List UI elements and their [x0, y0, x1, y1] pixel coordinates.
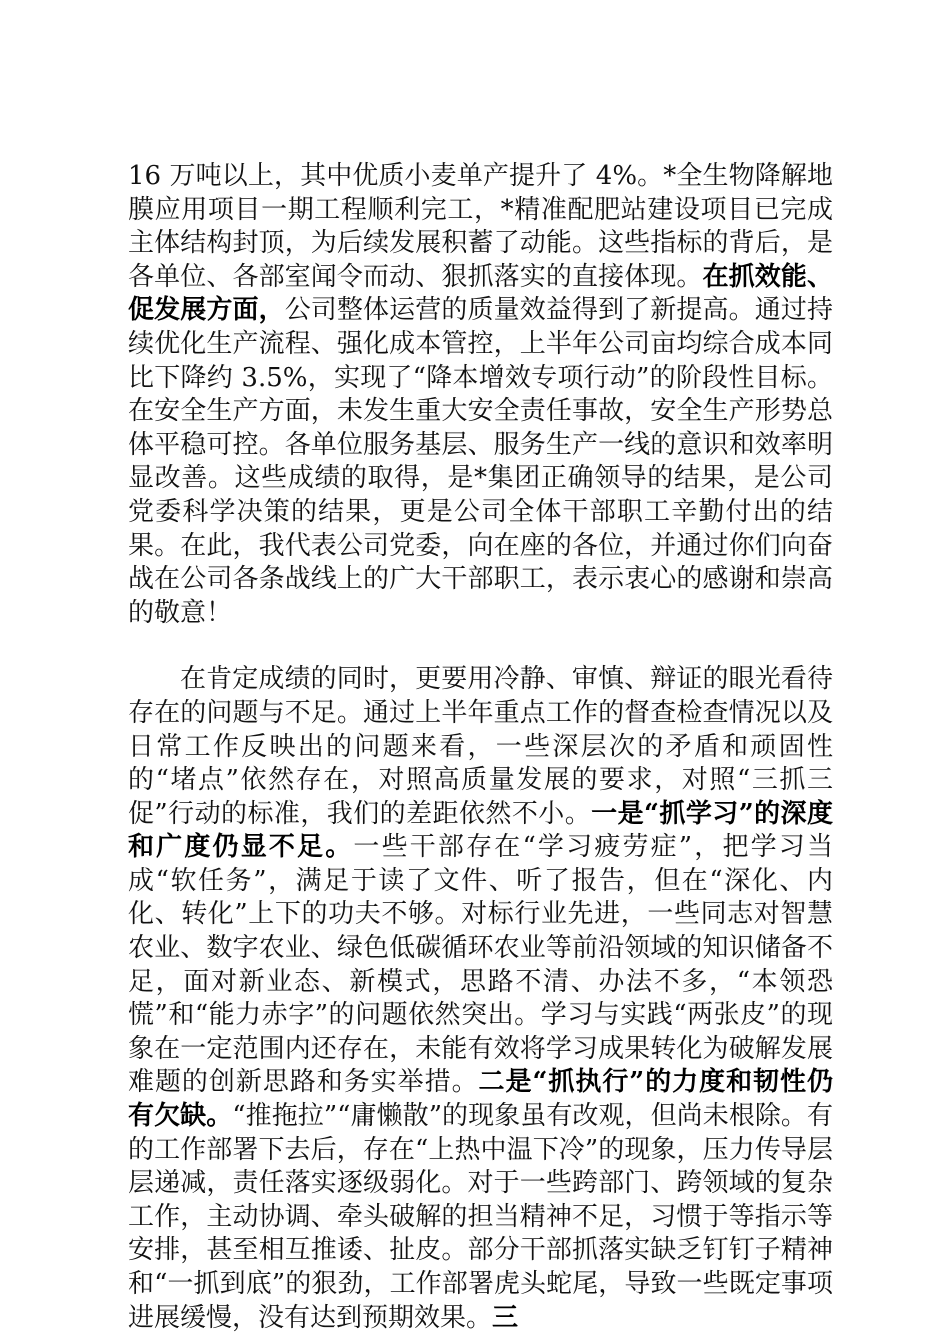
achievements-text: 16 万吨以上，其中优质小麦单产提升了 4%。*全生物降解地膜应用项目一期工程顺利完工，*精准配肥站建设项目已完成主体结构封顶，为后续发展积蓄了动能。这些指标的背后，是各单位、各部室闻令而动、狠抓落实的直接体现。 [128, 161, 833, 292]
problem-3-heading-start: 三 [492, 1302, 519, 1333]
problems-intro: 在肯定成绩的同时，更要用冷静、审慎、辩证的眼光看待存在的问题与不足。通过上半年重点工作的督查检查情况以及日常工作反映出的问题来看，一些深层次的矛盾和顽固性的“堵点”依然存在，对照高质量发展的要求，对照“三抓三促”行动的标准，我们的差距依然不小。 [128, 664, 833, 829]
problem-2-text: “推拖拉”“庸懒散”的现象虽有改观，但尚未根除。有的工作部署下去后，存在“上热中温下冷”的现象，压力传导层层递减，责任落实逐级弱化。对于一些跨部门、跨领域的复杂工作，主动协调、牵头破解的担当精神不足，习惯于等指示等安排，甚至相互推诿、扯皮。部分干部抓落实缺乏钉钉子精神和“一抓到底”的狠劲，工作部署虎头蛇尾，导致一些既定事项进展缓慢，没有达到预期效果。 [128, 1101, 833, 1333]
problem-1-heading: 一是“抓学习”的深度和广度仍显不足。 [128, 798, 833, 863]
efficiency-text: 公司整体运营的质量效益得到了新提高。通过持续优化生产流程、强化成本管控，上半年公司亩均综合成本同比下降约 3.5%，实现了“降本增效专项行动”的阶段性目标。在安全生产方面，未发生重大安全责任事故，安全生产形势总体平稳可控。各单位服务基层、服务生产一线的意识和效率明显改善。这些成绩的取得，是*集团正确领导的结果，是公司党委科学决策的结果，更是公司全体干部职工辛勤付出的结果。在此，我代表公司党委，向在座的各位，并通过你们向奋战在公司各条战线上的广大干部职工，表示衷心的感谢和崇高的敬意！ [128, 295, 833, 628]
paragraph-problems [128, 663, 833, 1335]
problem-2-heading: 二是“抓执行”的力度和韧性仍有欠缺。 [128, 1067, 833, 1132]
paragraph-achievements [128, 160, 833, 630]
document-body [128, 160, 833, 1335]
efficiency-heading: 在抓效能、促发展方面， [128, 261, 833, 326]
problem-1-text: 一些干部存在“学习疲劳症”，把学习当成“软任务”，满足于读了文件、听了报告，但在“深化、内化、转化”上下的功夫不够。对标行业先进，一些同志对智慧农业、数字农业、绿色低碳循环农业等前沿领域的知识储备不足，面对新业态、新模式，思路不清、办法不多，“本领恐慌”和“能力赤字”的问题依然突出。学习与实践“两张皮”的现象在一定范围内还存在，未能有效将学习成果转化为破解发展难题的创新思路和务实举措。 [128, 832, 833, 1098]
